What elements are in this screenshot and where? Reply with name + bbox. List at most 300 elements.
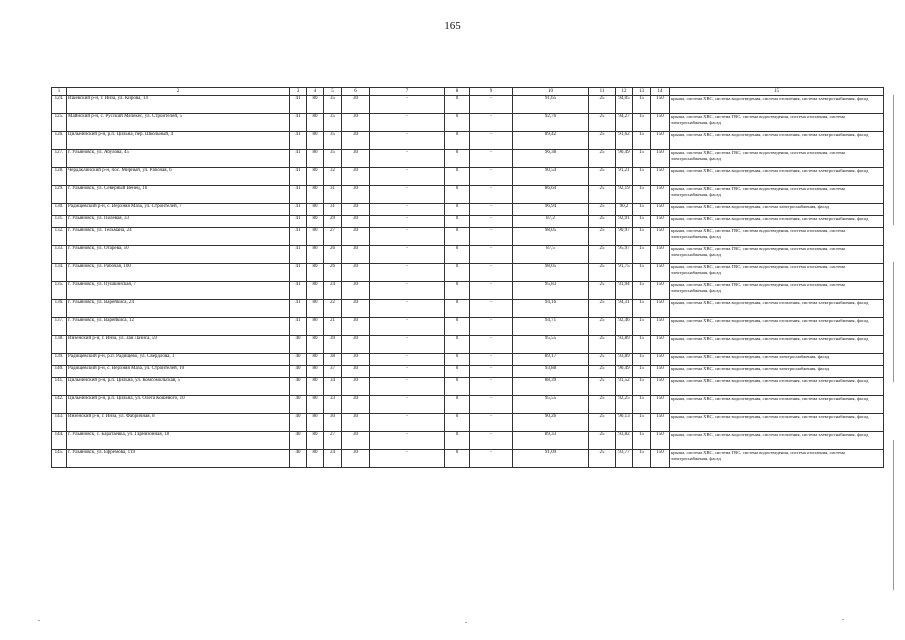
table-cell: - (470, 96, 513, 114)
table-cell: 0 (445, 366, 470, 378)
table-cell: 90,49 (616, 366, 633, 378)
table-cell: 25 (589, 150, 616, 168)
table-row (52, 414, 884, 432)
table-row (52, 228, 884, 246)
table-cell: 25 (589, 414, 616, 432)
table-cell: 86,64 (513, 186, 589, 204)
table-cell: - (470, 318, 513, 336)
table-cell: 40 (290, 396, 307, 414)
table-cell: - (370, 450, 445, 468)
table-cell: 32 (324, 168, 342, 186)
table-row (52, 96, 884, 114)
table-cell: 25 (589, 186, 616, 204)
table-cell: 41 (290, 264, 307, 282)
table-cell: 80 (307, 96, 324, 114)
table-cell: 133. (52, 246, 67, 264)
table-cell: 41 (290, 204, 307, 216)
table-cell: Цильнинский р-н, р.п. Цильна, пер. Школьный, 4 (67, 132, 290, 150)
table-cell: крыша, система ХВС, система водоотведения, система отопления, система электроснабжения, фасад (670, 336, 884, 354)
table-cell: 80 (307, 354, 324, 366)
table-cell: - (470, 246, 513, 264)
table-cell: 96,94 (513, 204, 589, 216)
table-cell: 29 (324, 216, 342, 228)
table-cell: 31 (324, 186, 342, 204)
table-cell: 41 (290, 132, 307, 150)
table-cell: 80 (307, 168, 324, 186)
table-cell: 93,89 (616, 336, 633, 354)
table-cell: 25 (589, 168, 616, 186)
table-row (52, 114, 884, 132)
table-cell: 91,09 (513, 450, 589, 468)
table-row (52, 378, 884, 396)
table-cell: 31 (324, 204, 342, 216)
table-cell: крыша, система ХВС, система ГВС, система водоотведения, система отопления, система электроснабжения, фасад (670, 264, 884, 282)
table-cell: крыша, система ХВС, система водоотведения, система отопления, система электроснабжения, фасад (670, 216, 884, 228)
table-cell: - (370, 414, 445, 432)
table-cell: 80 (307, 204, 324, 216)
table-cell: 15 (633, 96, 651, 114)
table-cell: 30 (342, 150, 370, 168)
table-row (52, 132, 884, 150)
column-header-3: 3 (290, 88, 307, 96)
table-cell: г. Ульяновск, ул. Варейкиса, 12 (67, 318, 290, 336)
table-cell: крыша, система ХВС, система ГВС, система водоотведения, система отопления, система электроснабжения, фасад (670, 228, 884, 246)
table-cell: - (370, 282, 445, 300)
table-cell: 41 (290, 168, 307, 186)
table-cell: 90,54 (513, 168, 589, 186)
table-cell: - (470, 186, 513, 204)
table-cell: 95,83 (513, 282, 589, 300)
table-cell: 137. (52, 318, 67, 336)
table-cell: крыша, система ХВС, система водоотведения, система отопления, система электроснабжения, фасад (670, 132, 884, 150)
table-cell: - (470, 132, 513, 150)
table-cell: г. Ульяновск, ул. Ефремова, 119 (67, 450, 290, 468)
table-cell: 150 (651, 450, 670, 468)
table-cell: 41 (290, 228, 307, 246)
table-cell: 0 (445, 150, 470, 168)
table-cell: 145. (52, 450, 67, 468)
table-cell: 89,42 (513, 132, 589, 150)
table-cell: 30 (342, 450, 370, 468)
table-cell: 15 (633, 378, 651, 396)
table-cell: 150 (651, 96, 670, 114)
table-cell: 35 (324, 132, 342, 150)
table-cell: 30 (342, 96, 370, 114)
table-cell: крыша, система ХВС, система водоотведения, система электроснабжения, фасад (670, 354, 884, 366)
table-cell: 98,05 (513, 228, 589, 246)
table-cell: - (370, 264, 445, 282)
table-cell: 33 (324, 396, 342, 414)
table-cell: 150 (651, 186, 670, 204)
table-cell: - (370, 204, 445, 216)
table-cell: 37 (324, 366, 342, 378)
table-cell: 30 (342, 318, 370, 336)
table-cell: 0 (445, 204, 470, 216)
table-cell: 41 (290, 318, 307, 336)
table-cell: 93,89 (616, 354, 633, 366)
table-cell: 150 (651, 366, 670, 378)
table-cell: - (470, 216, 513, 228)
table-cell: Инзенский р-н, г. Инза, ул. Фабричная, 8 (67, 414, 290, 432)
table-cell: 30 (342, 246, 370, 264)
table-cell: крыша, система ХВС, система ГВС, система водоотведения, система отопления, система электроснабжения, фасад (670, 114, 884, 132)
table-cell: - (470, 204, 513, 216)
table-row (52, 432, 884, 450)
table-cell: 15 (633, 414, 651, 432)
table-cell: 144. (52, 432, 67, 450)
table-cell: - (370, 378, 445, 396)
table-cell: 25 (589, 132, 616, 150)
table-cell: крыша, система ХВС, система ГВС, система водоотведения, система отопления, система электроснабжения, фасад (670, 282, 884, 300)
table-cell: 150 (651, 300, 670, 318)
table-cell: 15 (633, 216, 651, 228)
table-cell: 35 (324, 96, 342, 114)
table-cell: 0 (445, 336, 470, 354)
table-cell: Майнский р-н, с. Русский Мелекес, ул. Строителей, 5 (67, 114, 290, 132)
table-cell: 39 (324, 336, 342, 354)
table-cell: 80 (307, 216, 324, 228)
table-cell: 93,82 (616, 432, 633, 450)
table-cell: 94,05 (616, 96, 633, 114)
table-cell: крыша, система ХВС, система водоотведения, система отопления, система электроснабжения, фасад (670, 318, 884, 336)
right-edge-mark (893, 440, 894, 590)
table-cell: 15 (633, 168, 651, 186)
table-cell: 150 (651, 396, 670, 414)
table-cell: крыша, система ХВС, система ГВС, система водоотведения, система отопления, система электроснабжения, фасад (670, 450, 884, 468)
table-cell: 92,25 (616, 396, 633, 414)
table-cell: 92,91 (616, 216, 633, 228)
table-cell: 30 (342, 204, 370, 216)
table-cell: 0 (445, 450, 470, 468)
table-cell: 80 (307, 450, 324, 468)
table-cell: г. Ульяновск, ул. Варейкиса, 24 (67, 300, 290, 318)
table-cell: Цильнинский р-н, р.п. Цильна, ул. Олега Кошевого, 10 (67, 396, 290, 414)
table-cell: 25 (589, 282, 616, 300)
table-cell: 30 (342, 216, 370, 228)
table-cell: 30 (342, 228, 370, 246)
table-cell: 142. (52, 396, 67, 414)
table-cell: 150 (651, 150, 670, 168)
table-cell: г. Ульяновск, ул. Огарева, 50 (67, 246, 290, 264)
table-cell: 15 (633, 300, 651, 318)
table-cell: крыша, система ХВС, система водоотведения, система отопления, система электроснабжения, фасад (670, 378, 884, 396)
table-cell: 88,39 (513, 378, 589, 396)
table-cell: 0 (445, 168, 470, 186)
table-cell: 91,94 (616, 282, 633, 300)
table-cell: 25 (589, 246, 616, 264)
table-cell: 150 (651, 282, 670, 300)
table-cell: 0 (445, 432, 470, 450)
table-cell: 25 (589, 300, 616, 318)
table-row (52, 186, 884, 204)
table-cell: 41 (290, 246, 307, 264)
table-cell: г. Ульяновск, ул. Тельмана, 24 (67, 228, 290, 246)
table-cell: 90,49 (616, 150, 633, 168)
table-cell: 25 (589, 396, 616, 414)
table-cell: 141. (52, 378, 67, 396)
table-cell: 15 (633, 396, 651, 414)
table-cell: 30 (342, 366, 370, 378)
table-cell: 15 (633, 450, 651, 468)
table-cell: 15 (633, 204, 651, 216)
table-header (52, 88, 884, 96)
table-cell: 80 (307, 318, 324, 336)
page-number: 165 (444, 20, 461, 32)
table-cell: 95,97 (616, 246, 633, 264)
table-cell: 89,17 (513, 354, 589, 366)
table-row (52, 216, 884, 228)
table-cell: - (470, 432, 513, 450)
table-cell: 150 (651, 216, 670, 228)
table-cell: 93,88 (513, 366, 589, 378)
table-cell: - (470, 228, 513, 246)
table-cell: - (470, 336, 513, 354)
table-cell: 25 (589, 114, 616, 132)
table-cell: - (370, 318, 445, 336)
table-cell: 30 (342, 264, 370, 282)
table-cell: 40 (290, 432, 307, 450)
table-cell: 25 (589, 354, 616, 366)
table-cell: 126. (52, 132, 67, 150)
table-cell: крыша, система ХВС, система водоотведения, система электроснабжения, фасад (670, 204, 884, 216)
table-cell: 91,75 (616, 264, 633, 282)
table-cell: 15 (633, 186, 651, 204)
table-cell: 40 (290, 450, 307, 468)
table-cell: 15 (633, 114, 651, 132)
table-cell: 25 (589, 366, 616, 378)
table-cell: 130. (52, 204, 67, 216)
table-cell: 30 (324, 414, 342, 432)
table-cell: 80 (307, 432, 324, 450)
table-cell: - (470, 264, 513, 282)
table-cell: 25 (589, 318, 616, 336)
table-cell: 90,26 (513, 414, 589, 432)
table-cell: 15 (633, 246, 651, 264)
table-cell: 150 (651, 246, 670, 264)
table-cell: 25 (589, 216, 616, 228)
table-cell: 150 (651, 264, 670, 282)
table-cell: 90,97 (616, 228, 633, 246)
table-row (52, 150, 884, 168)
table-cell: 0 (445, 114, 470, 132)
table-cell: 30 (342, 300, 370, 318)
column-header-10: 10 (513, 88, 589, 96)
table-cell: 91,21 (616, 168, 633, 186)
table-cell: 150 (651, 132, 670, 150)
table-row (52, 450, 884, 468)
table-cell: - (370, 216, 445, 228)
table-cell: г. Ульяновск, ул. Пушкинская, 7 (67, 282, 290, 300)
table-row (52, 318, 884, 336)
column-header-14: 14 (651, 88, 670, 96)
table-cell: 0 (445, 414, 470, 432)
table-row (52, 396, 884, 414)
table-cell: г. Ульяновск, ул. Северный Венец, 16 (67, 186, 290, 204)
table-cell: 90,13 (616, 414, 633, 432)
table-cell: 15 (633, 264, 651, 282)
table-cell: 150 (651, 378, 670, 396)
table-cell: 80 (307, 336, 324, 354)
table-cell: - (470, 450, 513, 468)
table-cell: 80 (307, 378, 324, 396)
table-cell: 0 (445, 264, 470, 282)
table-cell: 25 (589, 450, 616, 468)
table-cell: - (470, 150, 513, 168)
table-cell: - (370, 96, 445, 114)
column-header-7: 7 (370, 88, 445, 96)
table-cell: Радищевский р-н, с. Верхняя Маза, ул. Строителей, 10 (67, 366, 290, 378)
table-cell: - (470, 378, 513, 396)
table-cell: 135. (52, 282, 67, 300)
table-cell: 41 (290, 300, 307, 318)
table-cell: 138. (52, 336, 67, 354)
table-cell: 80 (307, 366, 324, 378)
table-cell: 80 (307, 132, 324, 150)
table-cell: 41 (290, 216, 307, 228)
table-cell: - (370, 150, 445, 168)
column-header-2: 2 (67, 88, 290, 96)
table-cell: 0 (445, 132, 470, 150)
table-row (52, 246, 884, 264)
table-cell: 91,62 (616, 132, 633, 150)
table-cell: - (370, 246, 445, 264)
right-edge-mark (893, 262, 894, 382)
table-cell: 150 (651, 318, 670, 336)
table-cell: 30 (342, 432, 370, 450)
table-cell: 30 (342, 168, 370, 186)
table-cell: 134. (52, 264, 67, 282)
table-cell: 30 (342, 132, 370, 150)
table-cell: - (470, 282, 513, 300)
table-cell: 15 (633, 354, 651, 366)
table-cell: 0 (445, 300, 470, 318)
table-cell: 25 (589, 432, 616, 450)
column-header-9: 9 (470, 88, 513, 96)
table-cell: 27 (324, 228, 342, 246)
table-cell: Радищевский р-н, с. Верхняя Маза, ул. Строителей, 7 (67, 204, 290, 216)
column-header-5: 5 (324, 88, 342, 96)
table-cell: 34 (324, 378, 342, 396)
table-cell: 143. (52, 414, 67, 432)
table-cell: 80 (307, 246, 324, 264)
table-cell: крыша, система ХВС, система водоотведения, система отопления, система электроснабжения, фасад (670, 432, 884, 450)
table-cell: 94,16 (513, 300, 589, 318)
housing-register-table (51, 87, 884, 468)
header-row (52, 88, 884, 96)
table-cell: 30 (342, 282, 370, 300)
table-cell: 125. (52, 114, 67, 132)
table-cell: - (470, 300, 513, 318)
table-cell: 30 (342, 186, 370, 204)
column-header-12: 12 (616, 88, 633, 96)
table-cell: 124. (52, 96, 67, 114)
scan-mark (38, 620, 40, 621)
table-cell: 0 (445, 396, 470, 414)
table-cell: 96,38 (513, 150, 589, 168)
table-cell: 91,52 (616, 378, 633, 396)
table-cell: - (370, 168, 445, 186)
table-cell: 30 (342, 354, 370, 366)
table-cell: 0 (445, 282, 470, 300)
table-cell: 24 (324, 450, 342, 468)
table-cell: 80 (307, 186, 324, 204)
table-cell: 15 (633, 366, 651, 378)
scan-mark (842, 619, 844, 620)
table-cell: - (470, 414, 513, 432)
table-cell: 150 (651, 414, 670, 432)
table-cell: 132. (52, 228, 67, 246)
table-cell: крыша, система ХВС, система водоотведения, система отопления, система электроснабжения, фасад (670, 396, 884, 414)
table-cell: 150 (651, 336, 670, 354)
table-cell: 0 (445, 378, 470, 396)
table-cell: 87,5 (513, 246, 589, 264)
table-cell: 30 (342, 378, 370, 396)
table-row (52, 264, 884, 282)
column-header-15: 15 (670, 88, 884, 96)
table-cell: 0 (445, 96, 470, 114)
table-cell: 80 (307, 396, 324, 414)
table-cell: 25 (589, 96, 616, 114)
table-cell: 35 (324, 150, 342, 168)
table-cell: 35 (324, 114, 342, 132)
table-cell: г. Ульяновск, ул. Полевая, 33 (67, 216, 290, 228)
table-cell: крыша, система ХВС, система водоотведения, система электроснабжения, фасад (670, 366, 884, 378)
column-header-1: 1 (52, 88, 67, 96)
table-body (52, 96, 884, 468)
table-cell: 30 (342, 396, 370, 414)
table-cell: 92,46 (616, 318, 633, 336)
table-cell: 25 (589, 264, 616, 282)
table-cell: крыша, система ХВС, система водоотведения, система отопления, система электроснабжения, фасад (670, 168, 884, 186)
table-cell: 40 (290, 378, 307, 396)
table-cell: крыша, система ХВС, система водоотведения, система отопления, система электроснабжения, фасад (670, 300, 884, 318)
table-cell: 150 (651, 354, 670, 366)
table-cell: - (370, 132, 445, 150)
table-cell: 92,76 (513, 114, 589, 132)
table-cell: 150 (651, 204, 670, 216)
table-cell: 127. (52, 150, 67, 168)
table-cell: 140. (52, 366, 67, 378)
table-cell: 27 (324, 432, 342, 450)
table-cell: Цильнинский р-н, р.п. Цильна, ул. Комсомольская, 5 (67, 378, 290, 396)
table-cell: 0 (445, 246, 470, 264)
table-cell: Чердаклинский р-н, пос. Мирный, ул. Рабочая, 6 (67, 168, 290, 186)
table-cell: Ишевский р-н, г. Инза, ул. Кирова, 14 (67, 96, 290, 114)
table-cell: 128. (52, 168, 67, 186)
table-cell: 98,05 (513, 264, 589, 282)
table-cell: 15 (633, 132, 651, 150)
table-cell: крыша, система ХВС, система ГВС, система водоотведения, система отопления, система электроснабжения, фасад (670, 246, 884, 264)
table-cell: Радищевский р-н, р.п. Радищево, ул. Свердлова, 1 (67, 354, 290, 366)
table-cell: 41 (290, 96, 307, 114)
table-cell: Инзенский р-н, г. Инза, ул. Заи Лазиса, 59 (67, 336, 290, 354)
table-cell: 90,2 (616, 204, 633, 216)
table-cell: - (370, 336, 445, 354)
table-cell: 0 (445, 216, 470, 228)
table-cell: 94,31 (616, 300, 633, 318)
table-cell: - (470, 114, 513, 132)
table-cell: 41 (290, 150, 307, 168)
table-cell: - (370, 366, 445, 378)
table-cell: 150 (651, 228, 670, 246)
table-row (52, 168, 884, 186)
table-cell: г. Ульяновск, с. Баратаевка, ул. Гарнизонная, 18 (67, 432, 290, 450)
table-cell: - (470, 168, 513, 186)
table-cell: - (370, 432, 445, 450)
table-cell: 40 (290, 354, 307, 366)
table-cell: крыша, система ХВС, система водоотведения, система отопления, система электроснабжения, фасад (670, 414, 884, 432)
table-cell: 89,33 (513, 432, 589, 450)
